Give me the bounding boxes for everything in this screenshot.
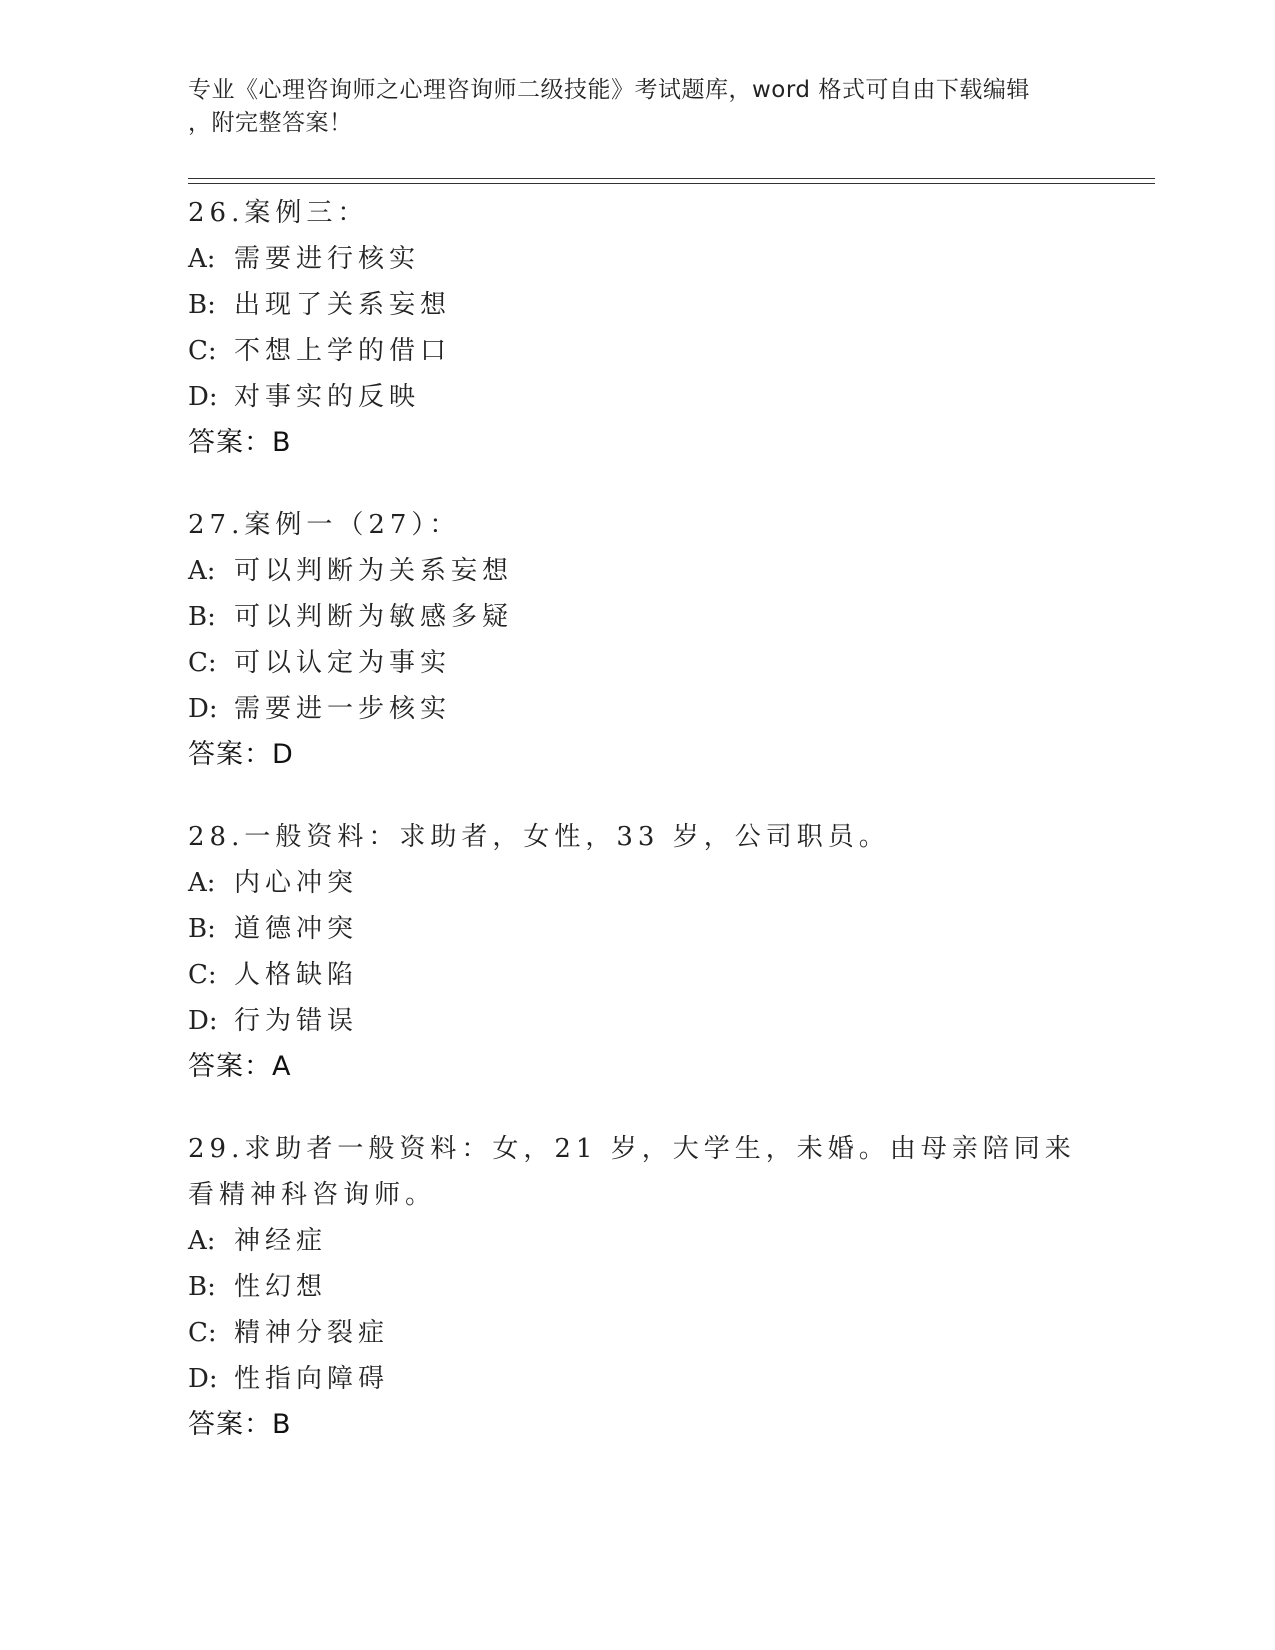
option-text: 可以认定为事实 xyxy=(234,648,452,678)
option-letter: B: xyxy=(188,290,216,320)
option-c xyxy=(188,1310,1138,1356)
option-text: 需要进一步核实 xyxy=(234,694,452,724)
option-letter: D: xyxy=(188,1006,218,1036)
answer-line: 答案：A xyxy=(188,1051,292,1082)
option-d xyxy=(188,686,1138,732)
question-28 xyxy=(188,814,1138,1090)
option-b xyxy=(188,594,1138,640)
option-text: 性指向障碍 xyxy=(234,1364,390,1394)
option-text: 不想上学的借口 xyxy=(234,336,452,366)
question-stem: 26.案例三： xyxy=(188,198,369,228)
option-a xyxy=(188,860,1138,906)
option-b xyxy=(188,282,1138,328)
question-27 xyxy=(188,502,1138,778)
header-line-2: ，附完整答案！ xyxy=(188,110,353,136)
option-letter: A: xyxy=(188,556,216,586)
option-text: 神经症 xyxy=(234,1226,328,1256)
option-d xyxy=(188,374,1138,420)
option-d xyxy=(188,998,1138,1044)
option-text: 可以判断为关系妄想 xyxy=(234,556,514,586)
answer-line: 答案：D xyxy=(188,739,294,770)
option-a xyxy=(188,548,1138,594)
question-stem: 27.案例一（27）： xyxy=(188,510,461,540)
header-divider-top xyxy=(188,178,1155,179)
option-letter: B: xyxy=(188,1272,216,1302)
question-29 xyxy=(188,1126,1138,1448)
option-a xyxy=(188,1218,1138,1264)
option-b xyxy=(188,1264,1138,1310)
option-letter: A: xyxy=(188,244,216,274)
answer-line: 答案：B xyxy=(188,427,292,458)
option-text: 人格缺陷 xyxy=(234,960,359,990)
header-divider-bottom xyxy=(188,183,1155,184)
answer-line: 答案：B xyxy=(188,1409,292,1440)
option-letter: C: xyxy=(188,960,217,990)
option-letter: A: xyxy=(188,868,216,898)
option-text: 出现了关系妄想 xyxy=(234,290,452,320)
option-text: 道德冲突 xyxy=(234,914,359,944)
option-b xyxy=(188,906,1138,952)
option-letter: D: xyxy=(188,382,218,412)
option-c xyxy=(188,640,1138,686)
option-text: 对事实的反映 xyxy=(234,382,421,412)
option-d xyxy=(188,1356,1138,1402)
option-text: 行为错误 xyxy=(234,1006,359,1036)
option-text: 内心冲突 xyxy=(234,868,359,898)
option-text: 需要进行核实 xyxy=(234,244,421,274)
option-letter: C: xyxy=(188,1318,217,1348)
option-letter: C: xyxy=(188,336,217,366)
question-list xyxy=(188,190,1138,1484)
option-text: 精神分裂症 xyxy=(234,1318,390,1348)
option-letter: B: xyxy=(188,914,216,944)
question-26 xyxy=(188,190,1138,466)
option-c xyxy=(188,952,1138,998)
question-stem: 29.求助者一般资料：女，21 岁，大学生，未婚。由母亲陪同来看精神科咨询师。 xyxy=(188,1134,1076,1210)
document-header xyxy=(188,74,1088,140)
option-a xyxy=(188,236,1138,282)
option-letter: D: xyxy=(188,1364,218,1394)
question-stem: 28.一般资料：求助者，女性，33 岁，公司职员。 xyxy=(188,822,890,852)
option-letter: C: xyxy=(188,648,217,678)
option-text: 性幻想 xyxy=(234,1272,328,1302)
header-line-1: 专业《心理咨询师之心理咨询师二级技能》考试题库，word 格式可自由下载编辑 xyxy=(188,77,1030,103)
option-c xyxy=(188,328,1138,374)
option-letter: D: xyxy=(188,694,218,724)
option-text: 可以判断为敏感多疑 xyxy=(234,602,514,632)
option-letter: B: xyxy=(188,602,216,632)
option-letter: A: xyxy=(188,1226,216,1256)
